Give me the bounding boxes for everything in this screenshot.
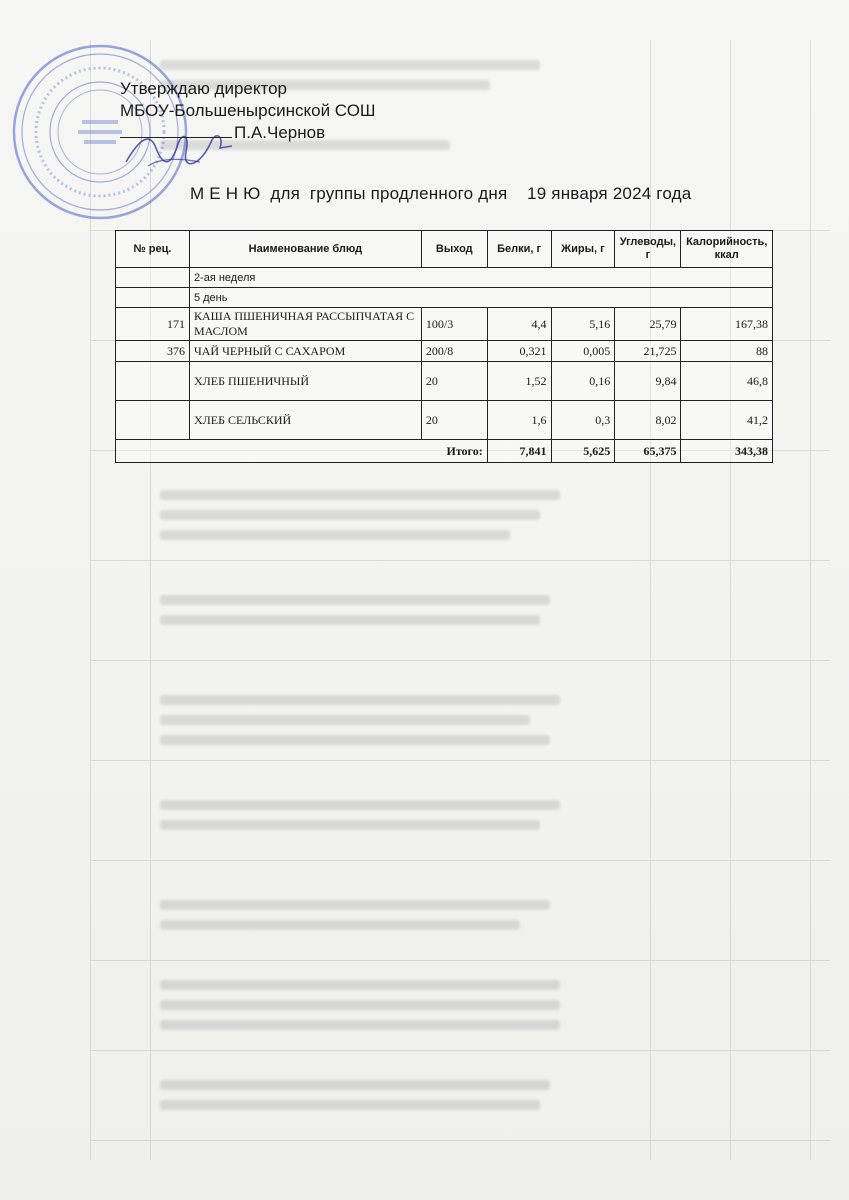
- header-carbs: Углеводы, г: [615, 231, 681, 268]
- cell-dish-name: ХЛЕБ СЕЛЬСКИЙ: [189, 401, 421, 440]
- cell-fat: 0,005: [551, 341, 615, 362]
- week-label: 2-ая неделя: [189, 268, 772, 288]
- bleed-through-texture: [90, 40, 830, 1180]
- total-calories: 343,38: [681, 440, 773, 463]
- total-carbs: 65,375: [615, 440, 681, 463]
- header-calories: Калорийность, ккал: [681, 231, 773, 268]
- cell-calories: 88: [681, 341, 773, 362]
- cell-output: 20: [421, 401, 487, 440]
- cell-rec: [116, 362, 190, 401]
- cell-dish-name: КАША ПШЕНИЧНАЯ РАССЫПЧАТАЯ С МАСЛОМ: [189, 308, 421, 341]
- cell-carbs: 8,02: [615, 401, 681, 440]
- approval-block: [120, 78, 376, 144]
- cell-calories: 46,8: [681, 362, 773, 401]
- cell-fat: 0,3: [551, 401, 615, 440]
- signature-blank-line: [120, 123, 232, 138]
- cell-rec: 376: [116, 341, 190, 362]
- week-row: [116, 268, 773, 288]
- cell-output: 200/8: [421, 341, 487, 362]
- approval-signer: П.А.Чернов: [234, 123, 326, 142]
- day-row: [116, 288, 773, 308]
- header-fat: Жиры, г: [551, 231, 615, 268]
- total-fat: 5,625: [551, 440, 615, 463]
- cell-output: 20: [421, 362, 487, 401]
- cell-carbs: 25,79: [615, 308, 681, 341]
- cell-calories: 167,38: [681, 308, 773, 341]
- table-row: [116, 362, 773, 401]
- approval-school: МБОУ-Большенырсинской СОШ: [120, 101, 376, 120]
- cell-rec: 171: [116, 308, 190, 341]
- total-label: Итого:: [116, 440, 488, 463]
- cell-protein: 4,4: [487, 308, 551, 341]
- table-row: [116, 401, 773, 440]
- cell-dish-name: ХЛЕБ ПШЕНИЧНЫЙ: [189, 362, 421, 401]
- day-label: 5 день: [189, 288, 772, 308]
- approval-signature-line: [120, 122, 376, 144]
- total-protein: 7,841: [487, 440, 551, 463]
- menu-title: М Е Н Ю для группы продленного дня 19 января 2024 года: [190, 184, 692, 203]
- header-protein: Белки, г: [487, 231, 551, 268]
- cell-dish-name: ЧАЙ ЧЕРНЫЙ С САХАРОМ: [189, 341, 421, 362]
- table-row: [116, 341, 773, 362]
- cell-fat: 5,16: [551, 308, 615, 341]
- table-row: [116, 308, 773, 341]
- cell-output: 100/3: [421, 308, 487, 341]
- week-rec-cell: [116, 268, 190, 288]
- cell-protein: 1,6: [487, 401, 551, 440]
- cell-carbs: 21,725: [615, 341, 681, 362]
- total-row: [116, 440, 773, 463]
- cell-calories: 41,2: [681, 401, 773, 440]
- cell-rec: [116, 401, 190, 440]
- day-rec-cell: [116, 288, 190, 308]
- cell-carbs: 9,84: [615, 362, 681, 401]
- table-header-row: [116, 231, 773, 268]
- cell-fat: 0,16: [551, 362, 615, 401]
- menu-table: [115, 230, 773, 463]
- header-rec: № рец.: [116, 231, 190, 268]
- approval-title: Утверждаю директор: [120, 79, 288, 98]
- header-name: Наименование блюд: [189, 231, 421, 268]
- header-output: Выход: [421, 231, 487, 268]
- cell-protein: 1,52: [487, 362, 551, 401]
- cell-protein: 0,321: [487, 341, 551, 362]
